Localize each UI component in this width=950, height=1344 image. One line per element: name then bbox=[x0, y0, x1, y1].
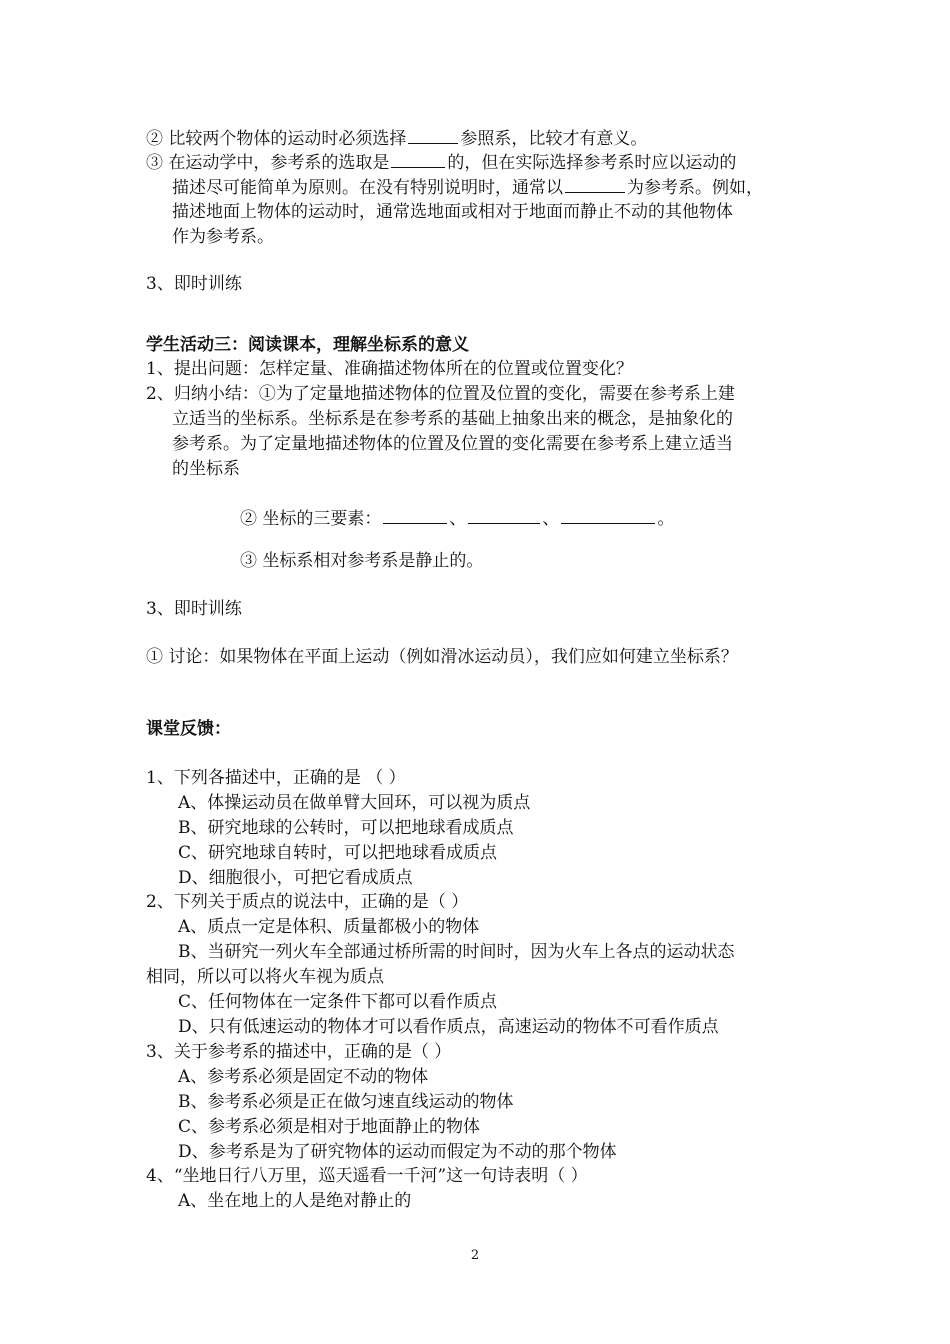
elements-label: ② 坐标的三要素： bbox=[240, 509, 382, 529]
q2-option-a: A、质点一定是体积、质量都极小的物体 bbox=[178, 917, 480, 937]
activity-3-q2-l1: 2、归纳小结：①为了定量地描述物体的位置及位置的变化，需要在参考系上建 bbox=[146, 384, 735, 404]
q4-stem: 4、“坐地日行八万里，巡天遥看一千河”这一句诗表明（ ） bbox=[146, 1166, 588, 1186]
item-3-l2-pre: 描述尽可能简单为原则。在没有特别说明时，通常以 bbox=[172, 178, 563, 198]
item-3-line-3: 描述地面上物体的运动时，通常选地面或相对于地面而静止不动的其他物体 bbox=[172, 202, 733, 222]
q1-option-b: B、研究地球的公转时，可以把地球看成质点 bbox=[178, 818, 514, 838]
feedback-heading: 课堂反馈： bbox=[146, 719, 231, 739]
blank-field[interactable] bbox=[408, 126, 458, 144]
activity-3-heading: 学生活动三：阅读课本，理解坐标系的意义 bbox=[146, 335, 469, 355]
q1-option-a: A、体操运动员在做单臂大回环，可以视为质点 bbox=[178, 793, 531, 813]
q1-stem: 1、下列各描述中，正确的是 （ ） bbox=[146, 768, 406, 788]
q1-option-d: D、细胞很小，可把它看成质点 bbox=[178, 868, 413, 888]
blank-field[interactable] bbox=[468, 506, 540, 524]
training-label-2: 3、即时训练 bbox=[146, 599, 242, 619]
separator: 、 bbox=[449, 509, 467, 529]
q3-option-d: D、参考系是为了研究物体的运动而假定为不动的那个物体 bbox=[178, 1142, 617, 1162]
item-3-l2-post: 为参考系。例如， bbox=[627, 178, 763, 198]
period: 。 bbox=[657, 509, 675, 529]
q3-option-a: A、参考系必须是固定不动的物体 bbox=[178, 1067, 429, 1087]
activity-3-q2-l3: 参考系。为了定量地描述物体的位置及位置的变化需要在参考系上建立适当 bbox=[172, 434, 733, 454]
q1-option-c: C、研究地球自转时，可以把地球看成质点 bbox=[178, 843, 498, 863]
q2-option-b-line-1: B、当研究一列火车全部通过桥所需的时间时，因为火车上各点的运动状态 bbox=[178, 942, 735, 962]
item-3-line-4: 作为参考系。 bbox=[172, 227, 274, 247]
item-2-post: 参照系，比较才有意义。 bbox=[460, 129, 648, 149]
item-3-l1-pre: ③ 在运动学中，参考系的选取是 bbox=[146, 153, 390, 173]
blank-field[interactable] bbox=[391, 150, 445, 168]
discussion-question: ① 讨论：如果物体在平面上运动（例如滑冰运动员），我们应如何建立坐标系？ bbox=[146, 647, 738, 667]
separator: 、 bbox=[542, 509, 560, 529]
q3-stem: 3、关于参考系的描述中，正确的是（ ） bbox=[146, 1042, 452, 1062]
item-3-line-2 bbox=[172, 175, 763, 200]
q2-option-c: C、任何物体在一定条件下都可以看作质点 bbox=[178, 992, 498, 1012]
blank-field[interactable] bbox=[565, 175, 625, 193]
q2-option-d: D、只有低速运动的物体才可以看作质点，高速运动的物体不可看作质点 bbox=[178, 1017, 719, 1037]
activity-3-q1: 1、提出问题：怎样定量、准确描述物体所在的位置或位置变化？ bbox=[146, 359, 633, 379]
activity-3-q2-l2: 立适当的坐标系。坐标系是在参考系的基础上抽象出来的概念，是抽象化的 bbox=[172, 409, 733, 429]
relative-note: ③ 坐标系相对参考系是静止的。 bbox=[240, 551, 484, 571]
blank-field[interactable] bbox=[383, 506, 447, 524]
item-3-line-1 bbox=[146, 150, 736, 175]
item-2 bbox=[146, 126, 647, 151]
q2-stem: 2、下列关于质点的说法中，正确的是（ ） bbox=[146, 892, 469, 912]
q4-option-a: A、坐在地上的人是绝对静止的 bbox=[178, 1191, 412, 1211]
blank-field[interactable] bbox=[561, 506, 655, 524]
training-label-1: 3、即时训练 bbox=[146, 274, 242, 294]
q2-option-b-line-2: 相同，所以可以将火车视为质点 bbox=[146, 967, 384, 987]
coordinate-elements bbox=[240, 506, 674, 531]
q3-option-c: C、参考系必须是相对于地面静止的物体 bbox=[178, 1117, 481, 1137]
page-number: 2 bbox=[470, 1248, 480, 1263]
item-2-pre: ② 比较两个物体的运动时必须选择 bbox=[146, 129, 407, 149]
activity-3-q2-l4: 的坐标系 bbox=[172, 459, 240, 479]
item-3-l1-post: 的，但在实际选择参考系时应以运动的 bbox=[447, 153, 737, 173]
q3-option-b: B、参考系必须是正在做匀速直线运动的物体 bbox=[178, 1092, 514, 1112]
